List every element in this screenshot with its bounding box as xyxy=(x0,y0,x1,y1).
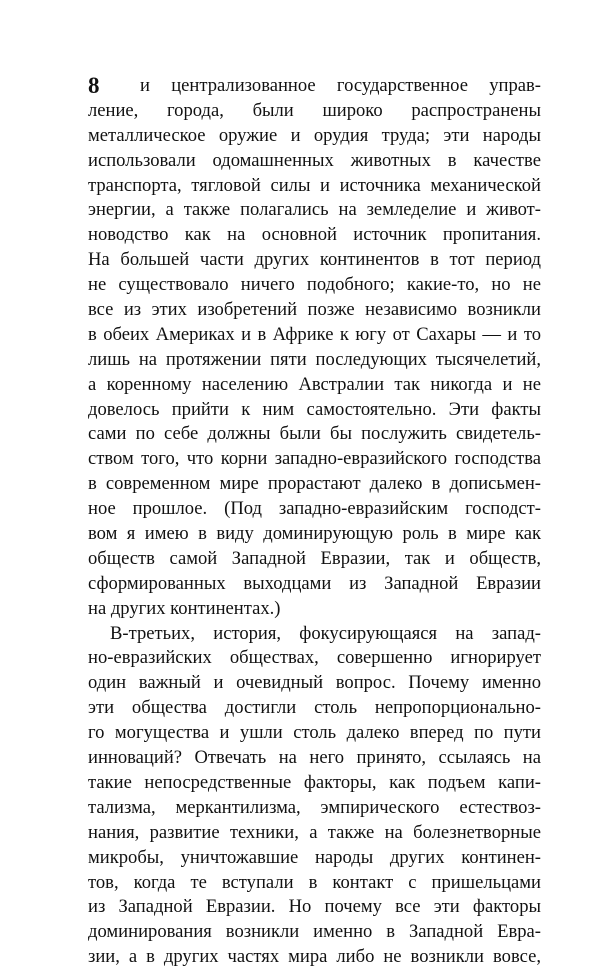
text-line: транспорта, тягловой силы и источника механической xyxy=(88,174,541,196)
text-line: энергии, а также полагались на земледелие и живот- xyxy=(88,199,541,221)
text-line: инноваций? Отвечать на него принято, ссылаясь на xyxy=(88,747,541,769)
text-line: ством того, что корни западно-евразийского господства xyxy=(88,448,541,470)
text-line: го могущества и ушли столь далеко вперед по пути xyxy=(88,722,541,744)
text-line: микробы, уничтожавшие народы других континен- xyxy=(88,846,541,868)
text-line: доминирования возникли именно в Западной Евра- xyxy=(88,921,541,943)
text-line: один важный и очевидный вопрос. Почему именно xyxy=(88,672,541,694)
text-line: и централизованное государственное управ- xyxy=(140,75,541,96)
paragraph-2 xyxy=(88,622,541,970)
text-line: из Западной Евразии. Но почему все эти факторы xyxy=(88,896,541,918)
text-line: ное прошлое. (Под западно-евразийским господст- xyxy=(88,498,541,520)
page-number: 8 xyxy=(88,73,100,98)
text-line: все из этих изобретений позже независимо возникли xyxy=(88,299,541,321)
text-line: лишь на протяжении пяти последующих тысячелетий, xyxy=(88,348,541,370)
text-line: нания, развитие техники, а также на болезнетворные xyxy=(88,821,541,843)
text-line: а коренному населению Австралии так никогда и не xyxy=(88,373,541,395)
text-line: В-третьих, история, фокусирующаяся на запад- xyxy=(110,622,541,644)
text-line: эти общества достигли столь непропорционально- xyxy=(88,697,541,719)
text-line: в обеих Америках и в Африке к югу от Сахары — и то xyxy=(88,323,541,345)
text-line: использовали одомашненных животных в качестве xyxy=(88,149,541,171)
text-line: тализма, меркантилизма, эмпирического естествоз- xyxy=(88,796,541,818)
text-line: зии, а в других частях мира либо не возникли вовсе, xyxy=(88,946,541,968)
text-line: На большей части других континентов в тот период xyxy=(88,249,541,271)
text-line: такие непосредственные факторы, как подъем капи- xyxy=(88,771,541,793)
text-line: вом я имею в виду доминирующую роль в мире как xyxy=(88,523,541,545)
text-line: на других континентах.) xyxy=(88,597,281,619)
text-line: но-евразийских обществах, совершенно игнорирует xyxy=(88,647,541,669)
paragraph-1 xyxy=(88,74,541,622)
text-line: в современном мире прорастают далеко в дописьмен- xyxy=(88,473,541,495)
text-line: довелось прийти к ним самостоятельно. Эти факты xyxy=(88,398,541,420)
text-line: обществ самой Западной Евразии, так и обществ, xyxy=(88,547,541,569)
text-line: не существовало ничего подобного; какие-то, но не xyxy=(88,274,541,296)
text-line: ление, города, были широко распространены xyxy=(88,99,541,121)
text-line: металлическое оружие и орудия труда; эти народы xyxy=(88,124,541,146)
text-line: новодство как на основной источник пропитания. xyxy=(88,224,541,246)
text-line: сами по себе должны были бы послужить свидетель- xyxy=(88,423,541,445)
text-line: тов, когда те вступали в контакт с пришельцами xyxy=(88,871,541,893)
body-text xyxy=(88,74,541,970)
text-line: сформированных выходцами из Западной Евразии xyxy=(88,572,541,594)
